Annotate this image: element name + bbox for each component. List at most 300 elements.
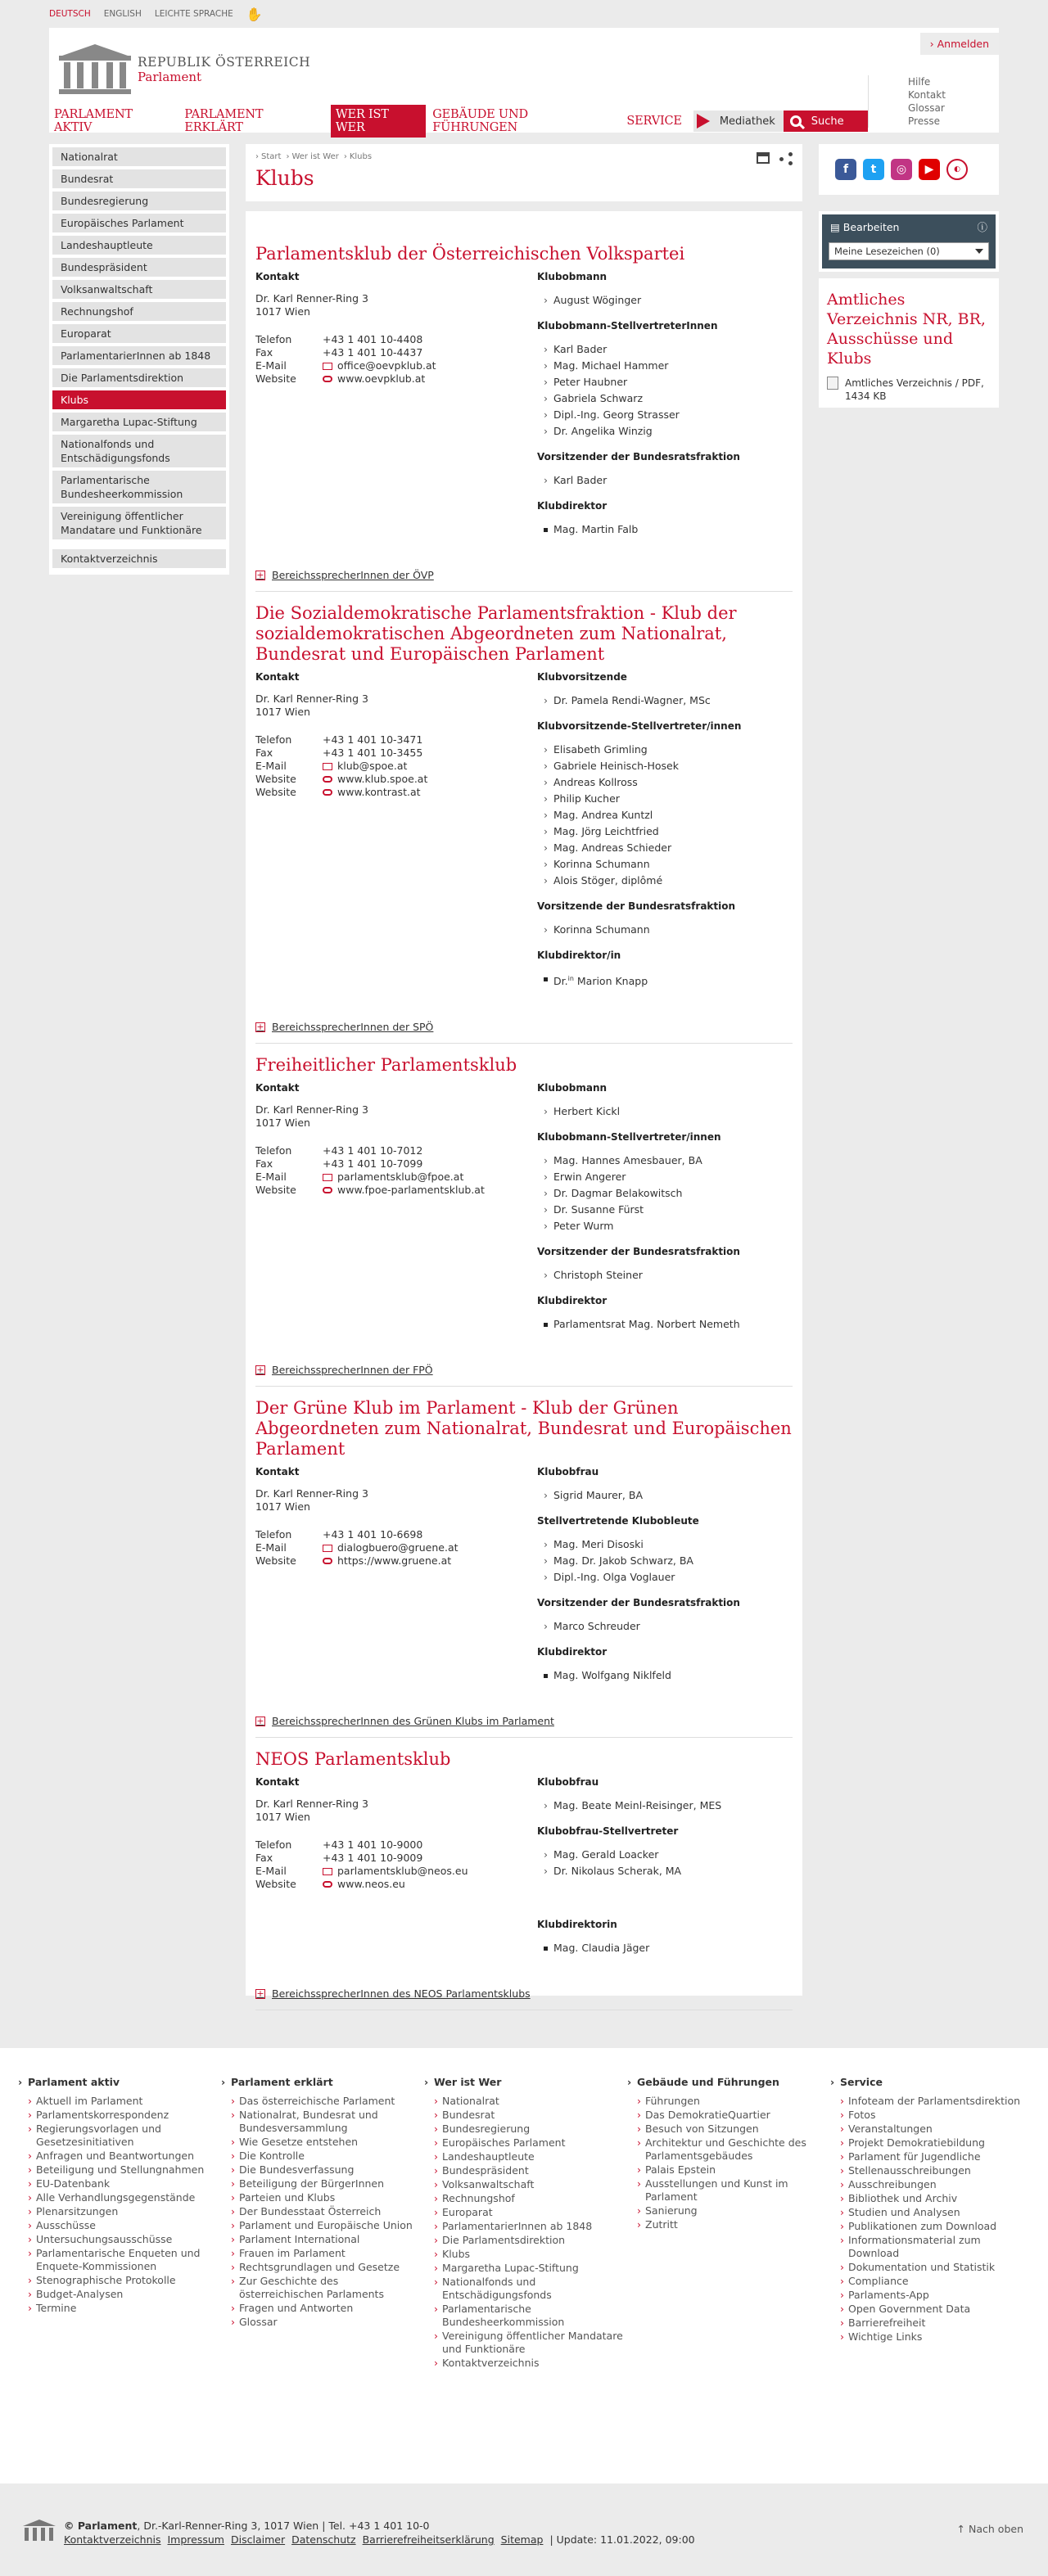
person-group xyxy=(537,1082,793,1120)
footer-link[interactable]: › Publikationen zum Download xyxy=(840,2220,1032,2233)
person-link[interactable]: › Dr. Dagmar Belakowitsch xyxy=(537,1185,793,1202)
address-line-2: 1017 Wien xyxy=(255,1811,310,1824)
contact-value-web2[interactable] xyxy=(323,786,421,799)
person-group xyxy=(537,720,793,889)
contact-value-email[interactable] xyxy=(323,359,436,372)
bottom-link-barrierefreiheit[interactable]: Barrierefreiheitserklärung xyxy=(362,2533,495,2546)
person-link[interactable]: › Karl Bader xyxy=(537,341,793,358)
footer-link[interactable]: › Fragen und Antworten xyxy=(231,2302,422,2315)
bottom-link-datenschutz[interactable]: Datenschutz xyxy=(291,2533,356,2546)
contact-value-fax xyxy=(323,1157,422,1171)
bereichssprecher-link[interactable] xyxy=(255,1364,793,1376)
contact-label: Website xyxy=(255,1878,296,1891)
klub-columns xyxy=(255,671,793,1001)
quick-link-kontakt[interactable]: Kontakt xyxy=(908,89,946,101)
contact-text: +43 1 401 10-4437 xyxy=(323,346,423,359)
footer-link[interactable]: › Parlament für Jugendliche xyxy=(840,2150,1032,2163)
footer-heading[interactable]: › Parlament erklärt xyxy=(231,2076,422,2088)
nav-wer-ist-wer[interactable]: WER IST WER xyxy=(331,105,426,138)
kontakt-heading: Kontakt xyxy=(255,1466,300,1478)
contact-value-web[interactable] xyxy=(323,372,425,386)
person-group xyxy=(537,1466,793,1504)
breadcrumb-wer-ist-wer[interactable]: › Wer ist Wer xyxy=(286,152,338,161)
person-link[interactable]: › Alois Stöger, diplômé xyxy=(537,873,793,889)
sidebar-item[interactable]: Kontaktverzeichnis xyxy=(52,549,226,568)
person-group xyxy=(537,1646,793,1684)
footer-link[interactable]: › Sanierung xyxy=(637,2204,829,2217)
sidebar-item[interactable]: Die Parlamentsdirektion xyxy=(52,368,226,387)
klub-section xyxy=(255,244,793,592)
klub-persons xyxy=(537,1082,793,1344)
footer-link[interactable]: › Kontaktverzeichnis xyxy=(434,2357,626,2370)
contact-value-email[interactable] xyxy=(323,1865,468,1878)
lang-leicht-link[interactable]: LEICHTE SPRACHE xyxy=(154,9,233,19)
footer-link[interactable]: › Besuch von Sitzungen xyxy=(637,2123,829,2136)
contact-text: +43 1 401 10-7099 xyxy=(323,1157,423,1171)
person-link[interactable]: › Dr. Susanne Fürst xyxy=(537,1202,793,1218)
footer-heading[interactable]: › Gebäude und Führungen xyxy=(637,2076,829,2088)
contact-value-fax xyxy=(323,346,422,359)
person-link[interactable]: › Mag. Andreas Schieder xyxy=(537,840,793,856)
sidebar-item[interactable]: Nationalrat xyxy=(52,147,226,166)
group-heading: Klubdirektor xyxy=(537,500,608,512)
footer-link[interactable]: › Bundespräsident xyxy=(434,2164,626,2177)
footer-link[interactable]: › Parlamentarische Enqueten und Enquete-Kommissionen xyxy=(28,2247,219,2273)
bearbeiten-label: Bearbeiten xyxy=(842,220,900,233)
person-link[interactable]: › Mag. Beate Meinl-Reisinger, MES xyxy=(537,1798,793,1814)
footer-link[interactable]: › Der Bundesstaat Österreich xyxy=(231,2205,422,2218)
contact-text: office@oevpklub.at xyxy=(337,359,436,372)
contact-label: E-Mail xyxy=(255,1865,287,1878)
footer-link[interactable]: › Stenographische Protokolle xyxy=(28,2274,219,2287)
footer-link[interactable]: › Termine xyxy=(28,2302,219,2315)
footer-link[interactable]: › Bibliothek und Archiv xyxy=(840,2192,1032,2205)
footer-link[interactable]: › Europarat xyxy=(434,2206,626,2219)
klub-name: NEOS Parlamentsklub xyxy=(255,1749,451,1770)
person-link[interactable]: › Gabriele Heinisch-Hosek xyxy=(537,758,793,774)
klub-name: Die Sozialdemokratische Parlamentsfraktion - Klub der sozialdemokratischen Abgeordneten zum Nationalrat, Bundesrat und Europäischen Parlament xyxy=(255,603,737,664)
plus-icon: + xyxy=(256,1364,264,1375)
bereichssprecher-link[interactable] xyxy=(255,1987,793,2000)
footer-link[interactable]: › Fotos xyxy=(840,2109,1032,2122)
footer-link[interactable]: › Beteiligung der BürgerInnen xyxy=(231,2177,422,2190)
main-navigation xyxy=(49,110,868,133)
person-link[interactable]: › Gabriela Schwarz xyxy=(537,390,793,407)
klub-persons xyxy=(537,1466,793,1695)
footer-link[interactable]: › Volksanwaltschaft xyxy=(434,2178,626,2191)
group-heading: Klubobmann-Stellvertreter/innen xyxy=(537,1131,721,1144)
bottom-link-sitemap[interactable]: Sitemap xyxy=(500,2533,544,2546)
contact-label: Fax xyxy=(255,747,273,759)
footer-link[interactable]: › Infoteam der Parlamentsdirektion xyxy=(840,2095,1032,2108)
group-heading: Klubvorsitzende xyxy=(537,671,627,683)
footer-link[interactable]: › Frauen im Parlament xyxy=(231,2247,422,2260)
footer-link[interactable]: › Bundesregierung xyxy=(434,2123,626,2136)
nav-parlament-aktiv[interactable]: PARLAMENT AKTIV xyxy=(54,108,133,134)
person-group xyxy=(537,1131,793,1234)
search-icon xyxy=(790,115,802,127)
sidebar-item[interactable]: Bundesregierung xyxy=(52,192,226,210)
quick-link-hilfe[interactable]: Hilfe xyxy=(908,76,931,88)
person-link[interactable]: › Dipl.-Ing. Olga Voglauer xyxy=(537,1569,793,1586)
footer-link[interactable]: › Regierungsvorlagen und Gesetzesinitiativen xyxy=(28,2123,219,2149)
footer-link[interactable]: › Wichtige Links xyxy=(840,2330,1032,2344)
footer-link[interactable]: › EU-Datenbank xyxy=(28,2177,219,2190)
bottom-link-disclaimer[interactable]: Disclaimer xyxy=(230,2533,286,2546)
person-group xyxy=(537,900,793,938)
person-group xyxy=(537,320,793,440)
person-link[interactable]: › Mag. Jörg Leichtfried xyxy=(537,823,793,840)
contact-value-web[interactable] xyxy=(323,1878,405,1891)
contact-value-email[interactable] xyxy=(323,1171,463,1184)
language-bar xyxy=(49,0,999,28)
footer-link[interactable]: › Projekt Demokratiebildung xyxy=(840,2136,1032,2150)
person-link[interactable]: › Marco Schreuder xyxy=(537,1618,793,1635)
klub-contact xyxy=(255,271,537,549)
login-button[interactable]: › Anmelden xyxy=(920,33,999,55)
bereichssprecher-label: BereichssprecherInnen der SPÖ xyxy=(272,1021,434,1034)
klub-section xyxy=(255,603,793,1044)
contact-value-fax xyxy=(323,747,422,760)
footer-link[interactable]: › Veranstaltungen xyxy=(840,2123,1032,2136)
facebook-icon[interactable]: f xyxy=(835,159,856,180)
sidebar-item[interactable]: Vereinigung öffentlicher Mandatare und Funktionäre xyxy=(52,507,226,539)
arrow-up-icon: ↑ xyxy=(956,2523,966,2535)
sidebar-item[interactable]: Nationalfonds und Entschädigungsfonds xyxy=(52,435,226,467)
contact-text: +43 1 401 10-3471 xyxy=(323,733,423,746)
contact-row-tel xyxy=(255,333,537,346)
plus-icon: + xyxy=(256,1987,264,1999)
group-heading: Klubobmann xyxy=(537,1082,608,1094)
person-link[interactable]: › Dr. Pamela Rendi-Wagner, MSc xyxy=(537,692,793,709)
page-title: Klubs xyxy=(255,166,314,190)
plus-icon: + xyxy=(256,1715,264,1726)
person-link[interactable]: › Dipl.-Ing. Georg Strasser xyxy=(537,407,793,423)
quick-link-glossar[interactable]: Glossar xyxy=(908,102,945,114)
contact-label: E-Mail xyxy=(255,760,287,772)
footer-column xyxy=(16,2076,219,2371)
contact-text: +43 1 401 10-3455 xyxy=(323,747,423,759)
link-icon xyxy=(323,776,332,783)
sidebar-item[interactable]: Landeshauptleute xyxy=(52,236,226,255)
person-link[interactable]: › Peter Haubner xyxy=(537,374,793,390)
footer-link[interactable]: › Open Government Data xyxy=(840,2303,1032,2316)
person-group xyxy=(537,950,793,990)
contact-label: Telefon xyxy=(255,333,292,345)
bottom-link-kontaktverzeichnis[interactable]: Kontaktverzeichnis xyxy=(64,2533,161,2546)
copyright-org: © Parlament xyxy=(64,2520,138,2532)
footer-link[interactable]: › Stellenausschreibungen xyxy=(840,2164,1032,2177)
person-link[interactable]: › Mag. Dr. Jakob Schwarz, BA xyxy=(537,1553,793,1569)
footer-link[interactable]: › Parlament und Europäische Union xyxy=(231,2219,422,2232)
footer-heading[interactable]: › Wer ist Wer xyxy=(434,2076,626,2088)
footer-link[interactable]: › Parlamentskorrespondenz xyxy=(28,2109,219,2122)
group-heading: Stellvertretende Klubobleute xyxy=(537,1515,699,1527)
quick-link-presse[interactable]: Presse xyxy=(908,115,940,127)
bereichssprecher-link[interactable] xyxy=(255,569,793,581)
lesezeichen-select[interactable] xyxy=(829,242,989,260)
footer-link[interactable]: › Nationalfonds und Entschädigungsfonds xyxy=(434,2276,626,2302)
klub-columns xyxy=(255,271,793,549)
mail-icon xyxy=(323,763,332,770)
group-heading: Klubdirektorin xyxy=(537,1919,617,1931)
site-logo[interactable] xyxy=(59,44,310,95)
contact-label: Telefon xyxy=(255,1528,292,1541)
person-link[interactable]: › Mag. Hannes Amesbauer, BA xyxy=(537,1153,793,1169)
contact-label: Telefon xyxy=(255,1144,292,1157)
person-link[interactable]: › Korinna Schumann xyxy=(537,922,793,938)
twitter-icon[interactable]: t xyxy=(863,159,884,180)
mail-icon xyxy=(323,1545,332,1552)
person-link[interactable]: › Herbert Kickl xyxy=(537,1103,793,1120)
print-icon[interactable] xyxy=(757,152,770,164)
contact-text: +43 1 401 10-7012 xyxy=(323,1144,423,1157)
klubs-list xyxy=(246,211,802,2001)
mediathek-button[interactable] xyxy=(693,111,784,132)
bereichssprecher-link[interactable] xyxy=(255,1021,793,1033)
sidebar-item[interactable]: Rechnungshof xyxy=(52,302,226,321)
mail-icon xyxy=(323,1868,332,1875)
site-header xyxy=(49,28,999,133)
person-group xyxy=(537,1515,793,1586)
person-link[interactable]: › August Wöginger xyxy=(537,292,793,309)
person-link[interactable]: › Sigrid Maurer, BA xyxy=(537,1487,793,1504)
person-group xyxy=(537,1597,793,1635)
person-link[interactable]: › Mag. Meri Disoski xyxy=(537,1536,793,1553)
person-group xyxy=(537,1825,793,1879)
title-suffix: in xyxy=(567,975,574,982)
contact-label: Telefon xyxy=(255,1838,292,1852)
youtube-icon[interactable]: ▶ xyxy=(919,159,940,180)
contact-text: www.neos.eu xyxy=(337,1878,405,1891)
contact-value-web[interactable] xyxy=(323,773,427,786)
footer-link[interactable]: › Anfragen und Beantwortungen xyxy=(28,2150,219,2163)
footer-link[interactable]: › Die Parlamentsdirektion xyxy=(434,2234,626,2247)
person-name xyxy=(537,1940,793,1956)
footer-link[interactable]: › Plenarsitzungen xyxy=(28,2205,219,2218)
search-label: Suche xyxy=(811,115,844,128)
contact-value-web[interactable] xyxy=(323,1184,485,1197)
pdf-download-link[interactable] xyxy=(827,377,991,403)
breadcrumb-start[interactable]: › Start xyxy=(255,152,281,161)
bereichssprecher-label: BereichssprecherInnen der ÖVP xyxy=(272,569,434,581)
bereichssprecher-link[interactable] xyxy=(255,1715,793,1727)
sidebar-item[interactable]: Bundesrat xyxy=(52,169,226,188)
contact-text: klub@spoe.at xyxy=(337,760,408,772)
login-label: Anmelden xyxy=(937,38,989,50)
parliament-logo-icon xyxy=(59,44,131,95)
group-heading: Vorsitzende der Bundesratsfraktion xyxy=(537,900,736,912)
bereichssprecher-label: BereichssprecherInnen der FPÖ xyxy=(272,1364,433,1377)
contact-value-web[interactable] xyxy=(323,1554,451,1568)
app-icon[interactable]: ◐ xyxy=(946,159,968,180)
footer-link[interactable]: › Die Bundesverfassung xyxy=(231,2163,422,2177)
contact-value-fax xyxy=(323,1852,422,1865)
footer-link[interactable]: › Zutritt xyxy=(637,2218,829,2231)
footer-column xyxy=(219,2076,422,2371)
person-link[interactable]: › Philip Kucher xyxy=(537,791,793,807)
footer-link[interactable]: › Nationalrat xyxy=(434,2095,626,2108)
footer-link[interactable]: › Das österreichische Parlament xyxy=(231,2095,422,2108)
footer-link[interactable]: › Rechtsgrundlagen und Gesetze xyxy=(231,2261,422,2274)
person-link[interactable]: › Mag. Gerald Loacker xyxy=(537,1847,793,1863)
klub-contact xyxy=(255,1082,537,1344)
person-link[interactable]: › Dr. Nikolaus Scherak, MA xyxy=(537,1863,793,1879)
lang-deutsch-link[interactable]: DEUTSCH xyxy=(49,9,91,19)
person-link[interactable]: › Erwin Angerer xyxy=(537,1169,793,1185)
group-heading: Klubobfrau xyxy=(537,1776,599,1789)
contact-row-tel xyxy=(255,733,537,747)
sidebar-item[interactable]: Bundespräsident xyxy=(52,258,226,277)
search-button[interactable] xyxy=(784,111,868,132)
quick-links xyxy=(868,75,999,128)
klub-persons xyxy=(537,671,793,1001)
footer-link[interactable]: › Zur Geschichte des österreichischen Parlaments xyxy=(231,2275,422,2301)
footer-link[interactable]: › Rechnungshof xyxy=(434,2192,626,2205)
footer-link[interactable]: › Europäisches Parlament xyxy=(434,2136,626,2150)
lang-english-link[interactable]: ENGLISH xyxy=(103,9,142,19)
bottom-bar xyxy=(0,2484,1048,2573)
logo-line-1: REPUBLIK ÖSTERREICH xyxy=(138,55,311,70)
footer-link[interactable]: › Budget-Analysen xyxy=(28,2288,219,2301)
bereichssprecher-label: BereichssprecherInnen des Grünen Klubs im Parlament xyxy=(272,1715,554,1728)
logo-line-2: Parlament xyxy=(138,70,202,84)
person-text: Mag. Martin Falb xyxy=(553,523,639,535)
footer-link[interactable]: › Landeshauptleute xyxy=(434,2150,626,2163)
contact-value-email[interactable] xyxy=(323,760,407,773)
footer-link[interactable]: › Untersuchungsausschüsse xyxy=(28,2233,219,2246)
person-link[interactable]: › Andreas Kollross xyxy=(537,774,793,791)
footer-link[interactable]: › Bundesrat xyxy=(434,2109,626,2122)
group-heading: Klubobmann xyxy=(537,271,608,282)
footer-heading[interactable]: › Service xyxy=(840,2076,1032,2088)
contact-value-email[interactable] xyxy=(323,1541,458,1554)
kontakt-heading: Kontakt xyxy=(255,1776,300,1789)
contact-row-tel xyxy=(255,1528,537,1541)
contact-text: www.kontrast.at xyxy=(337,786,421,798)
footer-link[interactable]: › Studien und Analysen xyxy=(840,2206,1032,2219)
address-line-1: Dr. Karl Renner-Ring 3 xyxy=(255,1798,368,1811)
klub-address xyxy=(255,1798,537,1824)
footer-link[interactable]: › Die Kontrolle xyxy=(231,2150,422,2163)
footer-link[interactable]: › Parlament International xyxy=(231,2233,422,2246)
person-group xyxy=(537,1246,793,1283)
share-icon[interactable] xyxy=(779,152,793,165)
kontakt-heading: Kontakt xyxy=(255,1082,300,1094)
person-link[interactable]: › Elisabeth Grimling xyxy=(537,742,793,758)
footer-link[interactable]: › Führungen xyxy=(637,2095,829,2108)
contact-text: +43 1 401 10-9009 xyxy=(323,1852,423,1865)
person-link[interactable]: › Peter Wurm xyxy=(537,1218,793,1234)
footer-heading[interactable]: › Parlament aktiv xyxy=(28,2076,219,2088)
person-group xyxy=(537,271,793,309)
contact-row-tel xyxy=(255,1838,537,1852)
klub-address xyxy=(255,692,537,719)
klub-contact xyxy=(255,671,537,1001)
person-name xyxy=(537,1667,793,1684)
sign-language-icon[interactable]: ✋ xyxy=(246,6,263,22)
person-link[interactable]: › Karl Bader xyxy=(537,472,793,489)
footer-link[interactable]: › Klubs xyxy=(434,2248,626,2261)
klub-columns xyxy=(255,1466,793,1695)
footer-link[interactable]: › Palais Epstein xyxy=(637,2163,829,2177)
sidebar-item[interactable]: Parlamentarische Bundesheerkommission xyxy=(52,471,226,503)
footer-link[interactable]: › Beteiligung und Stellungnahmen xyxy=(28,2163,219,2177)
footer-link[interactable]: › Architektur und Geschichte des Parlamentsgebäudes xyxy=(637,2136,829,2163)
group-heading: Klubobmann-StellvertreterInnen xyxy=(537,320,718,332)
footer-link[interactable]: › Aktuell im Parlament xyxy=(28,2095,219,2108)
contact-text: parlamentsklub@neos.eu xyxy=(337,1865,468,1878)
footer-link[interactable]: › Ausstellungen und Kunst im Parlament xyxy=(637,2177,829,2204)
play-icon xyxy=(697,114,710,129)
sidebar-item[interactable]: Europarat xyxy=(52,324,226,343)
link-icon xyxy=(323,789,332,796)
group-heading: Klubdirektor xyxy=(537,1646,608,1658)
back-to-top-link[interactable] xyxy=(957,2523,1023,2535)
person-link[interactable]: › Christoph Steiner xyxy=(537,1267,793,1283)
instagram-icon[interactable]: ◎ xyxy=(891,159,912,180)
nav-service[interactable]: SERVICE xyxy=(626,115,682,128)
info-icon[interactable]: ⓘ xyxy=(977,221,987,233)
sidebar-item[interactable]: Europäisches Parlament xyxy=(52,214,226,232)
footer-link[interactable]: › Compliance xyxy=(840,2275,1032,2288)
footer-link[interactable]: › Wie Gesetze entstehen xyxy=(231,2136,422,2149)
person-link[interactable]: › Korinna Schumann xyxy=(537,856,793,873)
link-icon xyxy=(323,1187,332,1193)
nav-parlament-erklaert[interactable]: PARLAMENT ERKLÄRT xyxy=(184,108,264,134)
person-link[interactable]: › Dr. Angelika Winzig xyxy=(537,423,793,440)
footer-link[interactable]: › Parteien und Klubs xyxy=(231,2191,422,2204)
footer-link[interactable]: › ParlamentarierInnen ab 1848 xyxy=(434,2220,626,2233)
footer-link[interactable]: › Ausschüsse xyxy=(28,2219,219,2232)
klub-section xyxy=(255,1398,793,1738)
contact-label: Website xyxy=(255,1554,296,1568)
footer-link[interactable]: › Das DemokratieQuartier xyxy=(637,2109,829,2122)
footer-link[interactable]: › Nationalrat, Bundesrat und Bundesversammlung xyxy=(231,2109,422,2135)
footer-link[interactable]: › Margaretha Lupac-Stiftung xyxy=(434,2262,626,2275)
contact-row-tel xyxy=(255,1144,537,1157)
footer-link[interactable]: › Informationsmaterial zum Download xyxy=(840,2234,1032,2260)
contact-row-web xyxy=(255,773,537,786)
footer-link[interactable]: › Ausschreibungen xyxy=(840,2178,1032,2191)
sidebar-item[interactable]: Klubs xyxy=(52,390,226,409)
address-line-2: 1017 Wien xyxy=(255,1117,310,1130)
footer-link[interactable]: › Glossar xyxy=(231,2316,422,2329)
contact-row-fax xyxy=(255,346,537,359)
contact-text: +43 1 401 10-6698 xyxy=(323,1528,423,1541)
group-heading: Vorsitzender der Bundesratsfraktion xyxy=(537,451,740,462)
person-link[interactable]: › Mag. Michael Hammer xyxy=(537,358,793,374)
footer-link[interactable]: › Parlamentarische Bundesheerkommission xyxy=(434,2303,626,2329)
footer-link[interactable]: › Dokumentation und Statistik xyxy=(840,2261,1032,2274)
bearbeiten-header[interactable] xyxy=(822,214,996,239)
footer-link[interactable]: › Alle Verhandlungsgegenstände xyxy=(28,2191,219,2204)
contact-label: Fax xyxy=(255,1852,273,1865)
nav-gebaeude[interactable]: GEBÄUDE UND FÜHRUNGEN xyxy=(432,108,528,134)
bottom-link-impressum[interactable]: Impressum xyxy=(167,2533,224,2546)
footer-link[interactable]: › Barrierefreiheit xyxy=(840,2317,1032,2330)
contact-text: +43 1 401 10-9000 xyxy=(323,1838,423,1852)
footer-link[interactable]: › Parlaments-App xyxy=(840,2289,1032,2302)
person-name xyxy=(537,521,793,538)
footer-link[interactable]: › Vereinigung öffentlicher Mandatare und Funktionäre xyxy=(434,2330,626,2356)
person-link[interactable]: › Mag. Andrea Kuntzl xyxy=(537,807,793,823)
contact-text: dialogbuero@gruene.at xyxy=(337,1541,458,1554)
sidebar-item[interactable]: Margaretha Lupac-Stiftung xyxy=(52,413,226,431)
sidebar-item[interactable]: ParlamentarierInnen ab 1848 xyxy=(52,346,226,365)
group-heading: Klubdirektor xyxy=(537,1295,608,1307)
sidebar-item[interactable]: Volksanwaltschaft xyxy=(52,280,226,299)
